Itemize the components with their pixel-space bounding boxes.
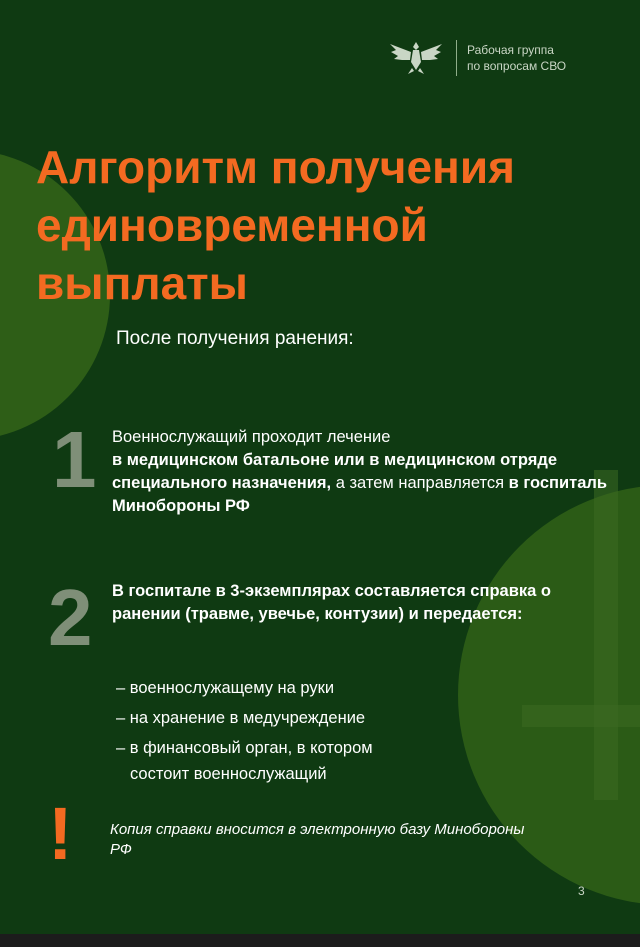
step-1-text	[112, 426, 612, 518]
step-1-text-part-1: Военнослужащий проходит лечение	[112, 428, 391, 446]
distribution-list	[116, 673, 373, 785]
logo-caption-line-1: Рабочая группа	[467, 43, 554, 57]
intro-text: После получения ранения:	[116, 328, 354, 349]
logo-caption-line-2: по вопросам СВО	[467, 59, 567, 73]
list-item-line-1: – в финансовый орган, в котором	[116, 739, 373, 757]
logo-caption	[467, 42, 566, 74]
decorative-cross-vertical	[594, 470, 618, 800]
step-1-text-part-2: в медицинском батальоне или в медицинском отряде специального назначения,	[112, 451, 557, 492]
step-1-text-part-4: в госпиталь Минобороны РФ	[112, 474, 608, 515]
eagle-emblem-icon	[388, 38, 444, 76]
page-title: Алгоритм получения единовременной выплаты	[36, 141, 515, 309]
decorative-cross-horizontal	[522, 705, 640, 727]
page-number: 3	[578, 884, 585, 898]
step-number-1: 1	[52, 415, 97, 504]
exclamation-icon: !	[48, 792, 73, 875]
step-2-text: В госпитале в 3-экземплярах составляется справка о ранении (травме, увечье, контузии) и передается:	[112, 582, 551, 623]
step-number-2: 2	[48, 573, 93, 662]
step-1-text-part-3: а затем направляется	[331, 474, 509, 492]
list-item	[116, 733, 373, 785]
note-text: Копия справки вносится в электронную базу Минобороны РФ	[110, 821, 525, 858]
list-item: – на хранение в медучреждение	[116, 709, 366, 727]
list-item: – военнослужащему на руки	[116, 679, 335, 697]
logo-divider	[456, 40, 457, 76]
list-item-line-2: состоит военнослужащий	[130, 765, 327, 783]
